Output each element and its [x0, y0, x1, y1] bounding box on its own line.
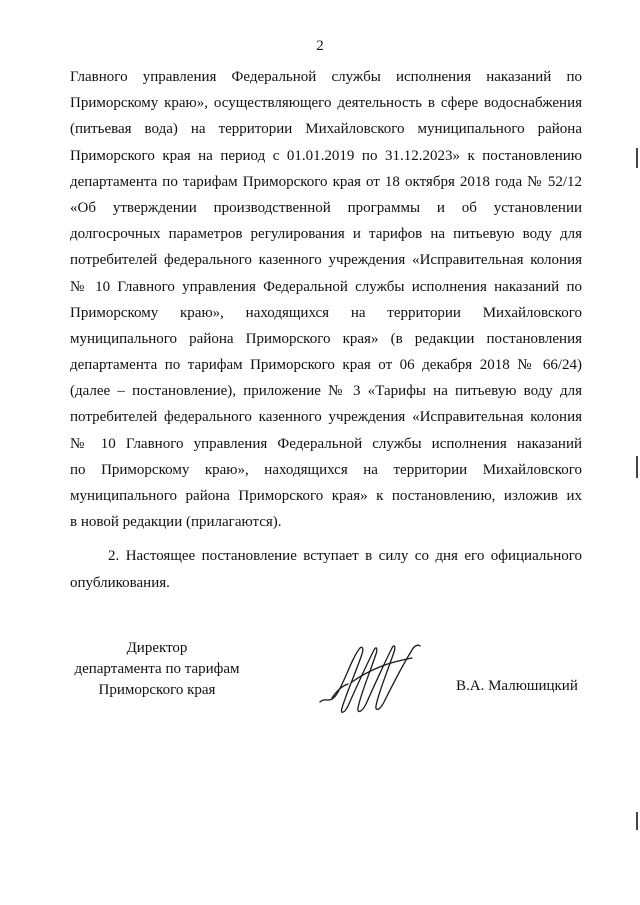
text-line: департамента по тарифам Приморского края от 18 октября 2018 года № 52/12 — [70, 173, 582, 190]
scan-edge-mark — [636, 812, 638, 830]
signatory-title-line: Приморского края — [98, 682, 216, 698]
text-line: потребителей федерального казенного учреждения «Исправительная колония — [70, 409, 582, 426]
signer-name: В.А. Малюшицкий — [456, 678, 578, 694]
signatory-title-line: департамента по тарифам — [74, 661, 240, 677]
text-line: муниципального района Приморского края» к постановлению, изложив их — [70, 488, 582, 504]
text-line: «Об утверждении производственной программы и об установлении — [70, 199, 582, 216]
paragraph-2 — [70, 543, 582, 595]
signatory-title-line: Директор — [126, 640, 188, 656]
text-line: 2. Настоящее постановление вступает в силу со дня его официального — [108, 548, 582, 565]
text-line: № 10 Главного управления Федеральной службы исполнения наказаний по — [70, 278, 582, 295]
text-line: Приморского края на период с 01.01.2019 по 31.12.2023» к постановлению — [70, 147, 582, 164]
text-line: (далее – постановление), приложение № 3 «Тарифы на питьевую воду для — [70, 383, 582, 400]
text-line: департамента по тарифам Приморского края от 06 декабря 2018 № 66/24) — [70, 357, 582, 374]
text-line: муниципального района Приморского края» (в редакции постановления — [70, 330, 582, 347]
paragraph-1 — [70, 64, 582, 535]
text-line: в новой редакции (прилагаются). — [70, 514, 282, 531]
text-line: № 10 Главного управления Федеральной службы исполнения наказаний — [70, 435, 582, 452]
text-line: по Приморскому краю», находящихся на территории Михайловского — [70, 461, 582, 478]
scan-edge-mark — [636, 456, 638, 478]
page-number: 2 — [316, 38, 324, 54]
scan-edge-mark — [636, 148, 638, 168]
text-line: опубликования. — [70, 574, 170, 591]
document-body — [70, 64, 582, 596]
text-line: Приморскому краю», находящихся на территории Михайловского — [70, 304, 582, 321]
paragraph-spacer — [70, 535, 582, 543]
text-line: Приморскому краю», осуществляющего деятельность в сфере водоснабжения — [70, 95, 582, 112]
text-line: потребителей федерального казенного учреждения «Исправительная колония — [70, 252, 582, 269]
handwritten-signature — [312, 636, 424, 718]
text-line: долгосрочных параметров регулирования и тарифов на питьевую воду для — [70, 226, 582, 243]
text-line: Главного управления Федеральной службы исполнения наказаний по — [70, 69, 582, 85]
signatory-title — [50, 638, 264, 701]
text-line: (питьевая вода) на территории Михайловского муниципального района — [70, 121, 582, 138]
